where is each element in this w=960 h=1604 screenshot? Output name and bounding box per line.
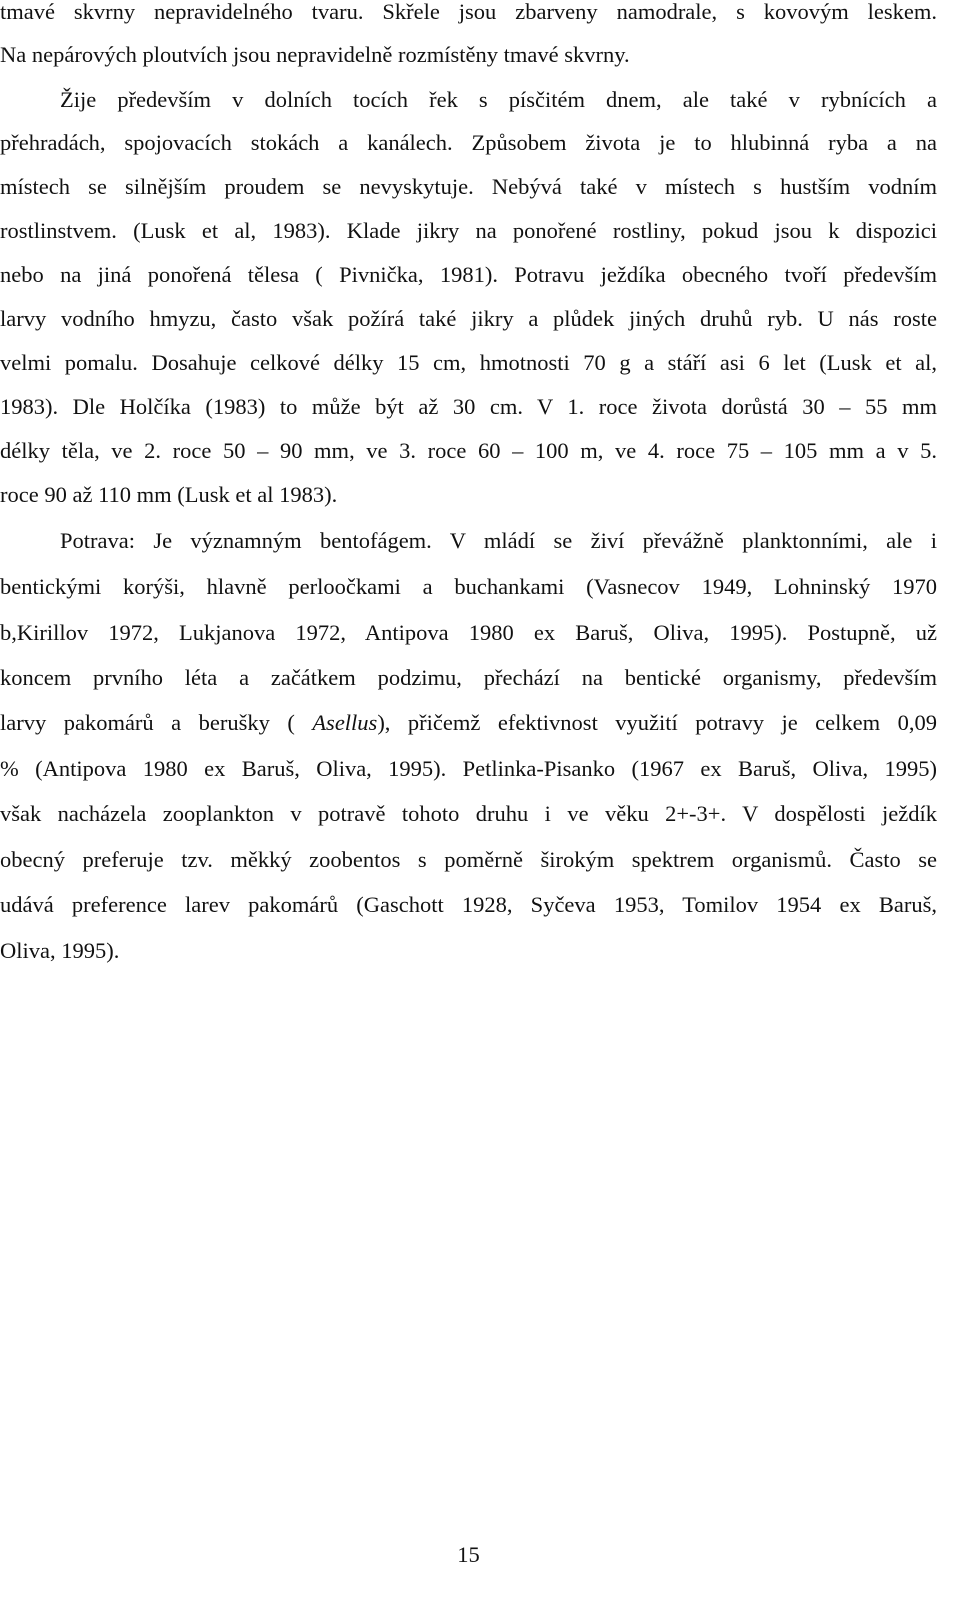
text-line: však nacházela zooplankton v potravě tohoto druhu i ve věku 2+-3+. V dospělosti ježdík [0,801,937,826]
text-line: délky těla, ve 2. roce 50 – 90 mm, ve 3. roce 60 – 100 m, ve 4. roce 75 – 105 mm a v 5. [0,438,937,463]
text-line: % (Antipova 1980 ex Baruš, Oliva, 1995). Petlinka-Pisanko (1967 ex Baruš, Oliva, 1995) [0,756,937,781]
italic-taxon: Asellus [312,710,378,735]
text-line: místech se silnějším proudem se nevyskytuje. Nebývá také v místech s hustším vodním [0,174,937,199]
text-line: roce 90 až 110 mm (Lusk et al 1983). [0,482,338,507]
text-line: tmavé skvrny nepravidelného tvaru. Skřele jsou zbarveny namodrale, s kovovým leskem. [0,0,937,24]
page-number: 15 [457,1542,480,1567]
text-line: udává preference larev pakomárů (Gaschott 1928, Syčeva 1953, Tomilov 1954 ex Baruš, [0,892,937,917]
text-line-with-italic [0,709,937,737]
text-line: Potrava: Je významným bentofágem. V mládí se živí převážně planktonními, ale i [60,528,937,553]
text-line: přehradách, spojovacích stokách a kanálech. Způsobem života je to hlubinná ryba a na [0,130,937,155]
text-line: velmi pomalu. Dosahuje celkové délky 15 cm, hmotnosti 70 g a stáří asi 6 let (Lusk et al, [0,350,937,375]
text-line: obecný preferuje tzv. měkký zoobentos s poměrně širokým spektrem organismů. Často se [0,847,937,872]
text-fragment: larvy pakomárů a berušky ( [0,710,313,735]
text-line: bentickými korýši, hlavně perloočkami a buchankami (Vasnecov 1949, Lohninský 1970 [0,574,937,599]
text-line: 1983). Dle Holčíka (1983) to může být až 30 cm. V 1. roce života dorůstá 30 – 55 mm [0,394,937,419]
text-line: Oliva, 1995). [0,938,120,963]
text-line: Žije především v dolních tocích řek s písčitém dnem, ale také v rybnících a [60,87,937,112]
text-line: larvy vodního hmyzu, často však požírá také jikry a plůdek jiných druhů ryb. U nás roste [0,306,937,331]
text-line: b,Kirillov 1972, Lukjanova 1972, Antipova 1980 ex Baruš, Oliva, 1995). Postupně, už [0,620,937,645]
text-line: koncem prvního léta a začátkem podzimu, přechází na bentické organismy, především [0,665,937,690]
text-fragment: ), přičemž efektivnost využití potravy je celkem 0,09 [377,710,938,735]
text-line: rostlinstvem. (Lusk et al, 1983). Klade jikry na ponořené rostliny, pokud jsou k dispozici [0,218,937,243]
text-line: nebo na jiná ponořená tělesa ( Pivnička, 1981). Potravu ježdíka obecného tvoří především [0,262,937,287]
text-line: Na nepárových ploutvích jsou nepravidelně rozmístěny tmavé skvrny. [0,42,630,67]
